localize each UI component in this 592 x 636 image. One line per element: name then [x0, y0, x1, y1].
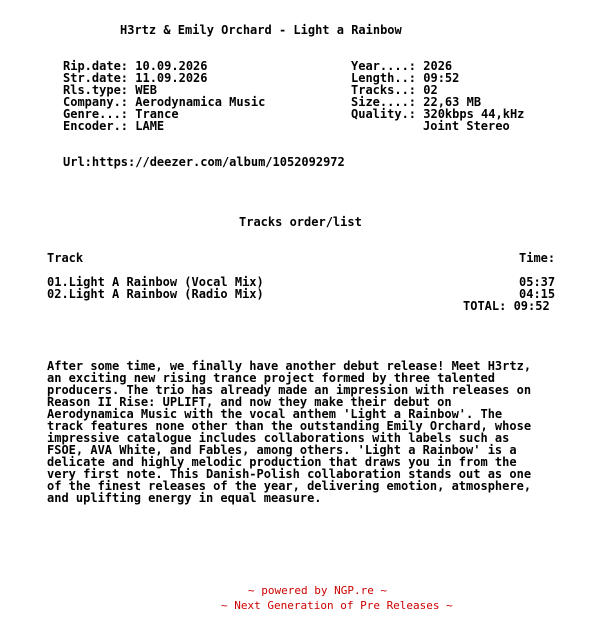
info-year: Year....: 2026	[351, 59, 453, 73]
description-line: Aerodynamica Music with the vocal anthem 'Light a Rainbow'. The	[47, 407, 503, 421]
info-channel-mode: Joint Stereo	[423, 119, 510, 133]
footer-tagline: ~ Next Generation of Pre Releases ~	[221, 599, 453, 612]
release-title: H3rtz & Emily Orchard - Light a Rainbow	[120, 23, 402, 37]
info-quality: Quality.: 320kbps 44,kHz	[351, 107, 525, 121]
info-length: Length..: 09:52	[351, 71, 460, 85]
info-tracks: Tracks..: 02	[351, 83, 438, 97]
description-line: delicate and highly melodic production that draws you in from the	[47, 455, 517, 469]
tracklist-heading: Tracks order/list	[239, 215, 362, 229]
description-line: Reason II Rise: UPLIFT, and now they make their debut on	[47, 395, 452, 409]
info-street-date: Str.date: 11.09.2026	[63, 71, 208, 85]
track-time: 05:37	[519, 275, 556, 289]
description-line: very first note. This Danish-Polish collaboration stands out as one	[47, 467, 532, 481]
description-line: and uplifting energy in equal measure.	[47, 491, 322, 505]
info-encoder: Encoder.: LAME	[63, 119, 165, 133]
description-line: track features none other than the outstanding Emily Orchard, whose	[47, 419, 532, 433]
description-line: of the finest releases of the year, delivering emotion, atmosphere,	[47, 479, 532, 493]
footer-powered-by: ~ powered by NGP.re ~	[248, 584, 388, 597]
track-column-header: Track	[47, 251, 84, 265]
info-company: Company.: Aerodynamica Music	[63, 95, 266, 109]
total-time: TOTAL: 09:52	[463, 299, 550, 313]
track-name: 01.Light A Rainbow (Vocal Mix)	[47, 275, 264, 289]
description-line: producers. The trio has already made an impression with releases on	[47, 383, 532, 397]
track-name: 02.Light A Rainbow (Radio Mix)	[47, 287, 264, 301]
description-line: After some time, we finally have another debut release! Meet H3rtz,	[47, 359, 532, 373]
info-release-type: Rls.type: WEB	[63, 83, 157, 97]
description-line: FSOE, AVA White, and Fables, among others. 'Light a Rainbow' is a	[47, 443, 517, 457]
description-line: impressive catalogue includes collaborations with labels such as	[47, 431, 510, 445]
time-column-header: Time:	[519, 251, 556, 265]
info-genre: Genre...: Trance	[63, 107, 179, 121]
description-line: an exciting new rising trance project formed by three talented	[47, 371, 495, 385]
track-time: 04:15	[519, 287, 556, 301]
info-url: Url:https://deezer.com/album/1052092972	[63, 155, 345, 169]
info-rip-date: Rip.date: 10.09.2026	[63, 59, 208, 73]
info-size: Size....: 22,63 MB	[351, 95, 482, 109]
